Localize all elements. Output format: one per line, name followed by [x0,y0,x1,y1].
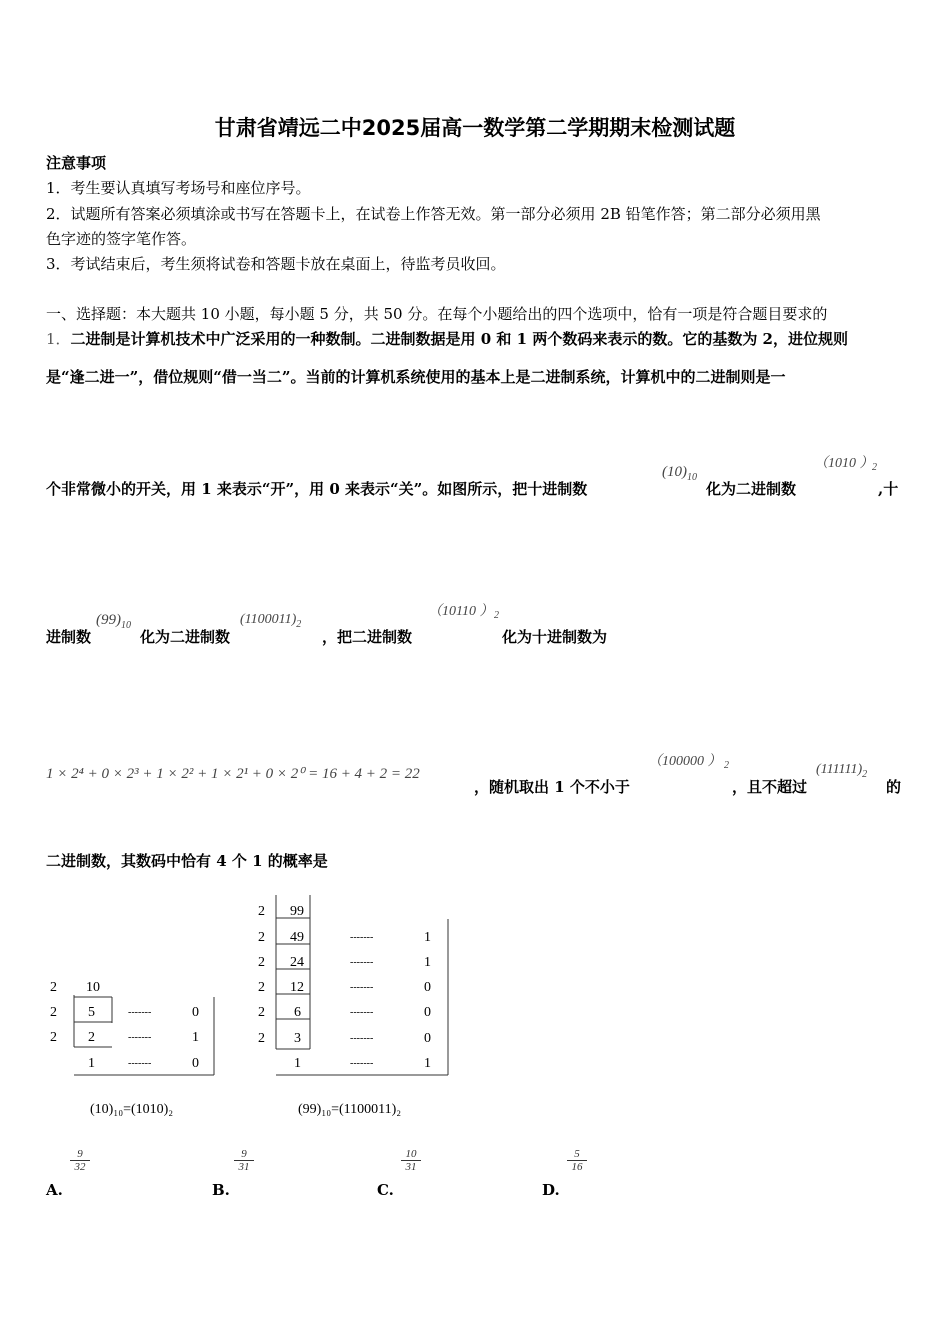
option-d-label[interactable]: D. [542,1181,560,1199]
binary-111111: $(111111)_2$ [816,762,868,780]
right-dash-4: ------- [350,1007,374,1018]
left-remainder-1: 0 [192,1005,199,1020]
right-divisor-4: 2 [258,1005,265,1020]
question-line-4d: 化为十进制数为 [502,628,608,646]
notice-item-2-cont: 色字迹的签字笔作答。 [46,230,197,248]
right-quotient-5: 3 [294,1031,301,1046]
right-dash-6: ------- [350,1058,374,1069]
right-divisor-1: 2 [258,930,265,945]
left-division-table [50,980,214,1117]
notice-item-1: 1．考生要认真填写考场号和座位序号。 [46,179,311,197]
notice-heading: 注意事项 [46,154,107,172]
question-line-5b: ，且不超过 [732,778,808,796]
right-dash-2: ------- [350,957,374,968]
right-divisor-2: 2 [258,955,265,970]
section-heading: 一、选择题：本大题共 10 小题，每小题 5 分，共 50 分。在每个小题给出的四个选项中，恰有一项是符合题目要求的 [46,305,828,323]
question-line-5a: ，随机取出 1 个不小于 [474,778,630,796]
question-line-6: 二进制数，其数码中恰有 4 个 1 的概率是 [46,852,328,870]
right-divisor-5: 2 [258,1031,265,1046]
question-line-3c: ,十 [878,480,899,498]
right-quotient-4: 6 [294,1005,301,1020]
right-remainder-3: 0 [424,980,431,995]
left-quotient-2: 2 [88,1030,95,1045]
question-line-3: 个非常微小的开关，用 1 来表示“开”，用 0 来表示“关”。如图所示，把十进制数 [46,480,588,498]
notice-item-2: 2．试题所有答案必须填涂或书写在答题卡上，在试卷上作答无效。第一部分必须用 2B 铅笔作答；第二部分必须用黑 [46,205,821,223]
right-quotient-0: 99 [290,904,304,919]
left-dash-2: ------- [128,1032,152,1043]
decimal-99: $(99)_{10}$ [96,612,131,631]
right-quotient-1: 49 [290,930,304,945]
right-remainder-4: 0 [424,1005,431,1020]
right-quotient-6: 1 [294,1056,301,1071]
question-line-2: 是“逢二进一”，借位规则“借一当二”。当前的计算机系统使用的基本上是二进制系统，计算机中的二进制则是一 [46,368,786,386]
binary-1100011: $(1100011)_2$ [240,612,302,630]
left-caption: (10)₁₀=(1010)₂ [90,1102,174,1117]
decimal-10: $(10)_{10}$ [662,464,697,483]
page-title: 甘肃省靖远二中2025届高一数学第二学期期末检测试题 [214,116,736,140]
right-divisor-0: 2 [258,904,265,919]
left-divisor-3: 2 [50,1030,57,1045]
question-line-5c: 的 [886,778,902,796]
option-b-fraction: $\frac{9}{31}$ [234,1148,254,1173]
binary-100000: （100000 ） [648,754,722,769]
division-figure [40,895,460,1130]
conversion-formula: 1 × 2⁴ + 0 × 2³ + 1 × 2² + 1 × 2¹ + 0 × 2⁰ = 16 + 4 + 2 = 22 [46,766,420,782]
question-line-3b: 化为二进制数 [706,480,797,498]
right-remainder-5: 0 [424,1031,431,1046]
right-remainder-2: 1 [424,955,431,970]
option-a-fraction: $\frac{9}{32}$ [70,1148,90,1173]
right-quotient-3: 12 [290,980,304,995]
binary-100000-base: 2 [724,760,729,771]
right-dash-3: ------- [350,982,374,993]
binary-10110: （10110 ） [428,604,494,619]
notice-item-3: 3．考试结束后，考生须将试卷和答题卡放在桌面上，待监考员收回。 [46,255,506,273]
right-divisor-3: 2 [258,980,265,995]
left-quotient-1: 5 [88,1005,95,1020]
right-remainder-6: 1 [424,1056,431,1071]
left-dash-1: ------- [128,1007,152,1018]
right-division-table [258,895,448,1117]
right-dash-1: ------- [350,932,374,943]
left-dash-3: ------- [128,1058,152,1069]
question-line-1: 1．二进制是计算机技术中广泛采用的一种数制。二进制数据是用 0 和 1 两个数码来表示的数。它的基数为 2，进位规则 [46,330,848,348]
left-quotient-0: 10 [86,980,100,995]
option-c-fraction: $\frac{10}{31}$ [401,1148,421,1173]
binary-1010-base: 2 [872,462,877,473]
option-d-fraction: $\frac{5}{16}$ [567,1148,587,1173]
binary-1010: （1010 ） [814,456,874,471]
right-remainder-1: 1 [424,930,431,945]
question-line-4b: 化为二进制数 [140,628,231,646]
option-c-label[interactable]: C. [377,1181,394,1199]
right-dash-5: ------- [350,1033,374,1044]
right-quotient-2: 24 [290,955,304,970]
left-remainder-2: 1 [192,1030,199,1045]
binary-10110-base: 2 [494,610,499,621]
question-line-4c: ，把二进制数 [322,628,413,646]
option-a-label[interactable]: A. [46,1181,63,1199]
left-divisor-1: 2 [50,980,57,995]
left-divisor-2: 2 [50,1005,57,1020]
question-line-4a: 进制数 [46,628,92,646]
question-number: 1． [46,330,71,348]
left-quotient-3: 1 [88,1056,95,1071]
left-remainder-3: 0 [192,1056,199,1071]
right-caption: (99)₁₀=(1100011)₂ [298,1102,402,1117]
option-b-label[interactable]: B. [212,1181,230,1199]
